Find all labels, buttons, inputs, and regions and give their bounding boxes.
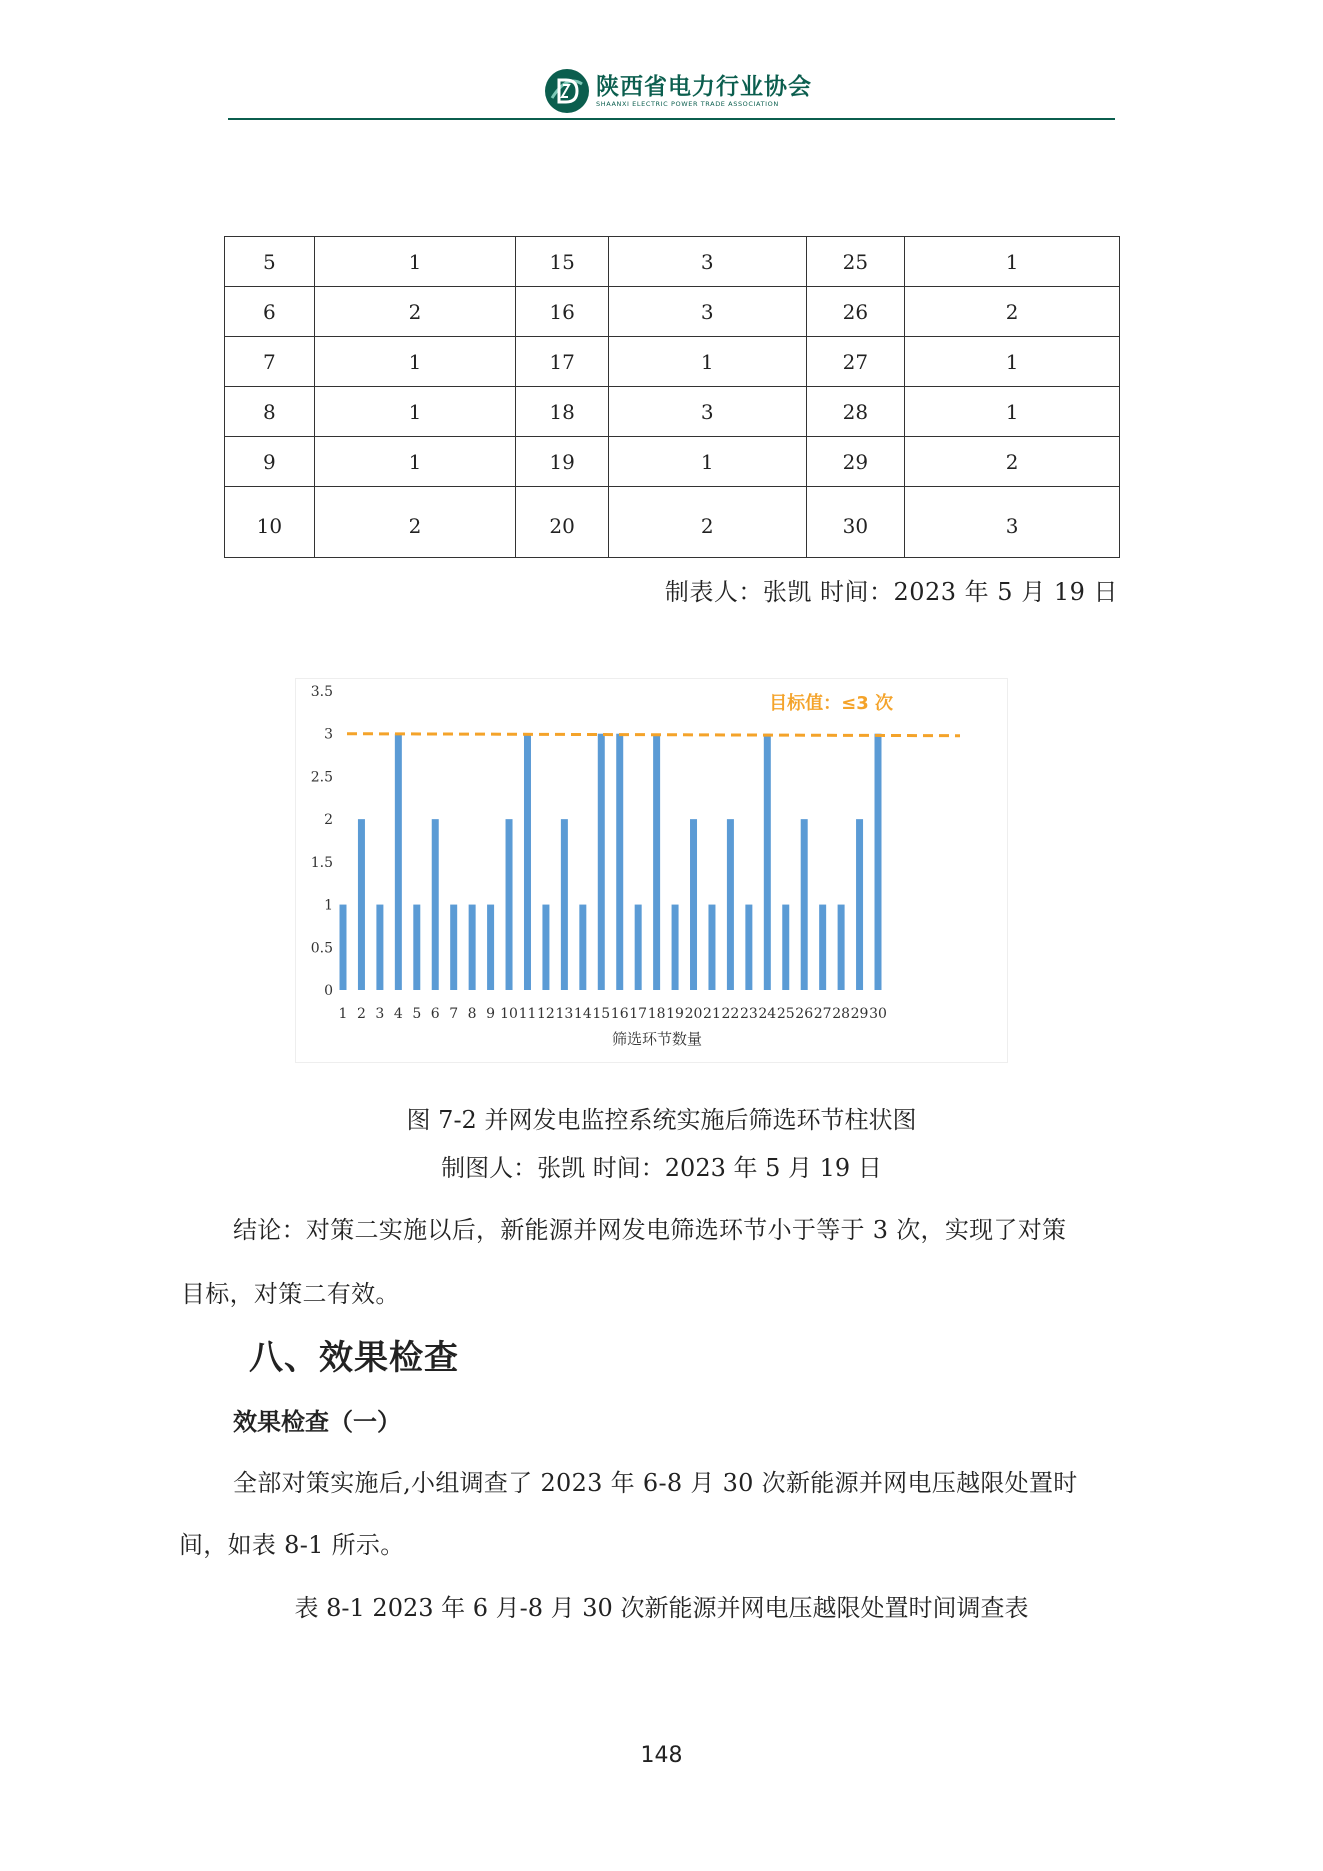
table-row [225, 487, 1120, 558]
x-tick-label: 16 [610, 1006, 629, 1022]
table-cell: 8 [225, 387, 315, 437]
x-tick-label: 25 [776, 1006, 795, 1022]
x-tick-label: 10 [500, 1006, 518, 1022]
association-emblem-icon [544, 68, 590, 114]
bar [819, 905, 826, 990]
bar [616, 734, 623, 990]
y-tick-label: 2 [324, 812, 333, 829]
table-cell: 18 [516, 387, 609, 437]
x-tick-label: 15 [592, 1006, 611, 1022]
y-tick-label: 2.5 [310, 769, 333, 786]
bar [579, 905, 586, 990]
table-cell: 29 [806, 437, 905, 487]
bar [653, 734, 660, 990]
x-axis-label: 筛选环节数量 [611, 1030, 703, 1048]
x-tick-label: 17 [629, 1006, 648, 1022]
x-tick-label: 4 [393, 1006, 403, 1022]
x-tick-label: 26 [795, 1006, 814, 1022]
bar [542, 905, 549, 990]
y-tick-label: 0 [324, 983, 333, 999]
bar [469, 905, 476, 990]
table-cell: 17 [516, 337, 609, 387]
table-cell: 1 [905, 337, 1120, 387]
y-tick-label: 3.5 [310, 684, 333, 700]
table-cell: 2 [314, 487, 516, 558]
table-cell: 3 [608, 387, 806, 437]
bar [801, 819, 808, 990]
bar [672, 905, 679, 990]
table-cell: 2 [905, 287, 1120, 337]
x-tick-label: 27 [813, 1006, 832, 1022]
table-cell: 16 [516, 287, 609, 337]
table-row [225, 337, 1120, 387]
conclusion-line-1: 结论：对策二实施以后，新能源并网发电筛选环节小于等于 3 次，实现了对策 [233, 1216, 1067, 1244]
table-cell: 1 [905, 237, 1120, 287]
table-cell: 5 [225, 237, 315, 287]
x-tick-label: 30 [869, 1006, 887, 1022]
table-row [225, 387, 1120, 437]
bar [690, 819, 697, 990]
table-cell: 19 [516, 437, 609, 487]
bar [340, 905, 347, 990]
body-line-2: 间，如表 8-1 所示。 [179, 1531, 405, 1559]
table-cell: 1 [905, 387, 1120, 437]
table-cell: 6 [225, 287, 315, 337]
target-label: 目标值：≤3 次 [769, 693, 893, 714]
bar [708, 905, 715, 990]
x-tick-label: 23 [739, 1006, 758, 1022]
table-cell: 9 [225, 437, 315, 487]
x-tick-label: 6 [430, 1006, 440, 1022]
table-cell: 3 [608, 287, 806, 337]
table-row [225, 437, 1120, 487]
table-cell: 27 [806, 337, 905, 387]
y-tick-label: 1.5 [310, 854, 333, 871]
x-tick-label: 13 [555, 1006, 574, 1022]
x-tick-label: 24 [758, 1006, 777, 1022]
x-tick-label: 14 [573, 1006, 592, 1022]
org-name-en: SHAANXI ELECTRIC POWER TRADE ASSOCIATION [596, 100, 779, 108]
x-tick-label: 5 [412, 1006, 422, 1022]
bar [413, 905, 420, 990]
x-tick-label: 1 [338, 1006, 348, 1022]
table-cell: 1 [314, 237, 516, 287]
bar [487, 905, 494, 990]
table-row [225, 237, 1120, 287]
bar [450, 905, 457, 990]
table-cell: 25 [806, 237, 905, 287]
bar-chart [295, 678, 1008, 1063]
section-title: 八、效果检查 [249, 1338, 459, 1378]
x-tick-label: 7 [449, 1006, 459, 1022]
table-maker-note: 制表人：张凯 时间：2023 年 5 月 19 日 [664, 578, 1118, 606]
table-cell: 3 [608, 237, 806, 287]
table-cell: 7 [225, 337, 315, 387]
bar [506, 819, 513, 990]
bar [782, 905, 789, 990]
bar [395, 734, 402, 990]
bar [432, 819, 439, 990]
table-cell: 1 [314, 337, 516, 387]
bar [524, 734, 531, 990]
x-tick-label: 9 [486, 1006, 496, 1022]
table-cell: 3 [905, 487, 1120, 558]
table-cell: 1 [314, 387, 516, 437]
y-tick-label: 1 [324, 897, 333, 914]
table-cell: 1 [608, 337, 806, 387]
x-tick-label: 22 [721, 1006, 740, 1022]
table-cell: 30 [806, 487, 905, 558]
table-cell: 1 [608, 437, 806, 487]
table-cell: 2 [608, 487, 806, 558]
x-tick-label: 28 [832, 1006, 851, 1022]
x-tick-label: 3 [375, 1006, 385, 1022]
header-divider [228, 118, 1115, 120]
bar [561, 819, 568, 990]
bar [745, 905, 752, 990]
y-tick-label: 3 [324, 726, 333, 743]
bar [727, 819, 734, 990]
table-cell: 2 [905, 437, 1120, 487]
x-tick-label: 21 [703, 1006, 721, 1022]
table-cell: 28 [806, 387, 905, 437]
subsection-title: 效果检查（一） [233, 1408, 401, 1436]
data-table-body [225, 237, 1120, 558]
body-line-1: 全部对策实施后,小组调查了 2023 年 6-8 月 30 次新能源并网电压越限处置时 [233, 1469, 1078, 1497]
x-tick-label: 12 [537, 1006, 555, 1022]
page-header [228, 62, 1115, 124]
x-tick-label: 11 [518, 1006, 537, 1022]
table-cell: 10 [225, 487, 315, 558]
x-tick-label: 29 [850, 1006, 869, 1022]
bar [376, 905, 383, 990]
data-table [224, 236, 1120, 558]
table-row [225, 287, 1120, 337]
bar [764, 734, 771, 990]
x-tick-label: 18 [647, 1006, 666, 1022]
x-tick-label: 19 [666, 1006, 684, 1022]
bar [875, 734, 882, 990]
bar [838, 905, 845, 990]
table-cell: 26 [806, 287, 905, 337]
table-cell: 20 [516, 487, 609, 558]
table-caption: 表 8-1 2023 年 6 月-8 月 30 次新能源并网电压越限处置时间调查表 [294, 1594, 1029, 1622]
org-name-cn: 陕西省电力行业协会 [596, 74, 812, 100]
figure-maker-note: 制图人：张凯 时间：2023 年 5 月 19 日 [441, 1154, 882, 1182]
bar [598, 734, 605, 990]
bar [635, 905, 642, 990]
table-cell: 1 [314, 437, 516, 487]
page-number: 148 [640, 1743, 683, 1768]
table-cell: 2 [314, 287, 516, 337]
x-tick-label: 2 [356, 1006, 366, 1022]
x-tick-label: 8 [467, 1006, 477, 1022]
bar [856, 819, 863, 990]
x-tick-label: 20 [684, 1006, 703, 1022]
table-cell: 15 [516, 237, 609, 287]
conclusion-line-2: 目标，对策二有效。 [181, 1280, 400, 1308]
figure-caption: 图 7-2 并网发电监控系统实施后筛选环节柱状图 [406, 1106, 917, 1134]
bar [358, 819, 365, 990]
association-logo [544, 68, 812, 114]
y-tick-label: 0.5 [310, 940, 333, 957]
